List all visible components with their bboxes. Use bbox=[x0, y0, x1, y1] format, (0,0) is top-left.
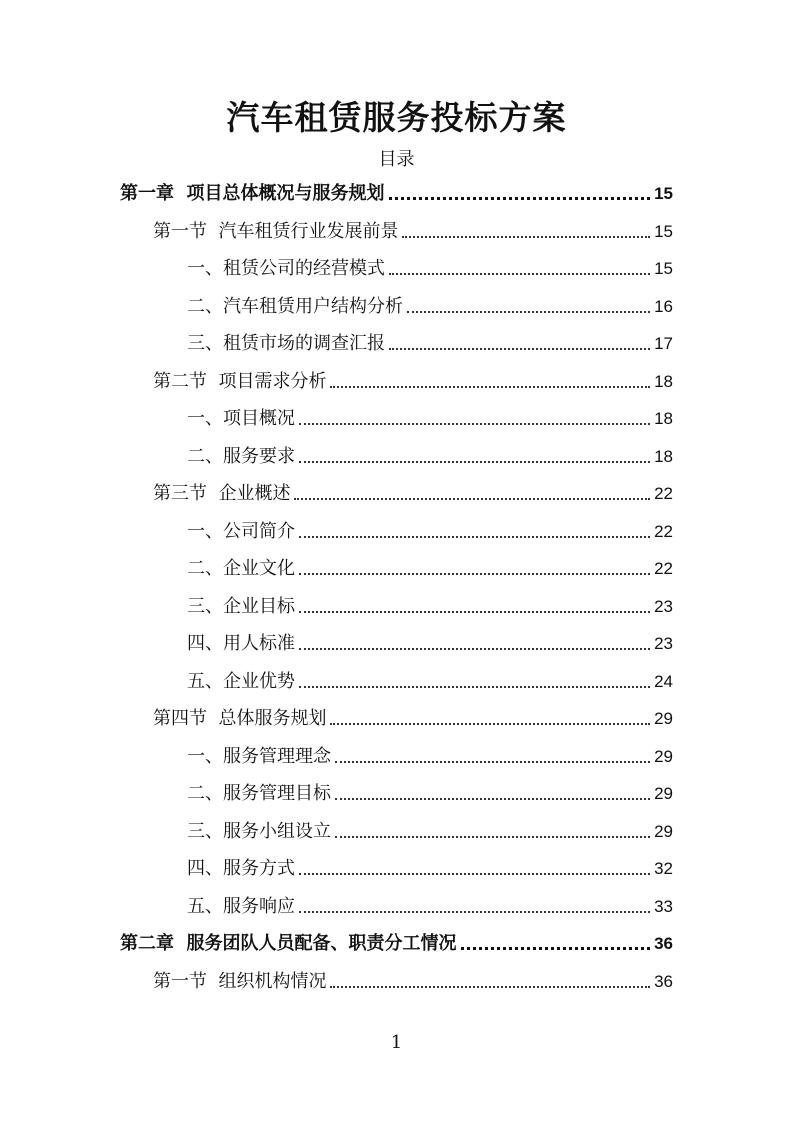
toc-entry-label: 三、服务小组设立 bbox=[187, 820, 331, 842]
toc-entry-item[interactable] bbox=[187, 251, 673, 281]
toc-entry-item[interactable] bbox=[187, 289, 673, 319]
toc-entry-page: 36 bbox=[654, 934, 673, 953]
document-title: 汽车租赁服务投标方案 bbox=[226, 98, 567, 137]
toc-entry-section[interactable] bbox=[153, 214, 673, 244]
toc-entry-label: 二、汽车租赁用户结构分析 bbox=[187, 295, 403, 317]
toc-entry-label: 第三节 企业概述 bbox=[153, 483, 291, 504]
toc-entry-page: 23 bbox=[654, 596, 673, 616]
toc-entry-item[interactable] bbox=[187, 401, 673, 431]
toc-entry-page: 18 bbox=[654, 409, 673, 428]
toc-leader-dots bbox=[335, 836, 650, 838]
toc-entry-chapter[interactable] bbox=[120, 926, 673, 956]
toc-entry-item[interactable] bbox=[187, 814, 673, 844]
toc-leader-dots bbox=[335, 798, 650, 800]
toc-leader-dots bbox=[299, 461, 650, 463]
toc-entry-page: 22 bbox=[654, 559, 673, 578]
toc-entry-label: 二、服务要求 bbox=[187, 445, 295, 467]
toc-entry-label: 第一章 项目总体概况与服务规划 bbox=[120, 183, 385, 204]
toc-entry-label: 第一节 组织机构情况 bbox=[153, 970, 327, 992]
toc-entry-section[interactable] bbox=[153, 476, 673, 506]
toc-entry-label: 第一节 汽车租赁行业发展前景 bbox=[153, 220, 399, 242]
toc-entry-item[interactable] bbox=[187, 626, 673, 656]
toc-entry-label: 第二节 项目需求分析 bbox=[153, 370, 327, 392]
toc-entry-item[interactable] bbox=[187, 664, 673, 694]
toc-entry-label: 五、企业优势 bbox=[187, 670, 295, 692]
toc-heading: 目录 bbox=[378, 149, 415, 170]
toc-entry-label: 三、企业目标 bbox=[187, 595, 295, 617]
toc-entry-page: 18 bbox=[654, 446, 673, 466]
toc-entry-item[interactable] bbox=[187, 551, 673, 581]
toc-entry-chapter[interactable] bbox=[120, 176, 673, 206]
toc-entry-section[interactable] bbox=[153, 964, 673, 994]
toc-entry-page: 24 bbox=[654, 671, 673, 691]
toc-entry-page: 18 bbox=[654, 371, 673, 391]
toc-leader-dots bbox=[299, 648, 650, 650]
toc-entry-page: 15 bbox=[654, 184, 673, 203]
toc-leader-dots bbox=[330, 386, 650, 388]
toc-entry-page: 29 bbox=[654, 709, 673, 728]
toc-entry-label: 第二章 服务团队人员配备、职责分工情况 bbox=[120, 933, 457, 954]
toc-entry-label: 四、服务方式 bbox=[187, 858, 295, 879]
toc-entry-item[interactable] bbox=[187, 889, 673, 919]
toc-entry-item[interactable] bbox=[187, 851, 673, 881]
toc-leader-dots bbox=[299, 423, 650, 425]
toc-leader-dots bbox=[299, 873, 650, 875]
toc-entry-label: 一、公司简介 bbox=[187, 520, 295, 542]
toc-leader-dots bbox=[389, 348, 650, 350]
toc-entry-page: 15 bbox=[654, 221, 673, 241]
toc-leader-dots bbox=[407, 311, 650, 313]
toc-leader-dots bbox=[294, 498, 650, 500]
toc-entry-page: 36 bbox=[654, 971, 673, 991]
toc-entry-item[interactable] bbox=[187, 739, 673, 769]
toc-entry-label: 一、租赁公司的经营模式 bbox=[187, 258, 385, 279]
toc-entry-page: 16 bbox=[654, 296, 673, 316]
toc-entry-page: 22 bbox=[654, 484, 673, 503]
page-number: 1 bbox=[390, 1032, 403, 1053]
toc-entry-item[interactable] bbox=[187, 776, 673, 806]
toc-leader-dots bbox=[299, 686, 650, 688]
toc-leader-dots bbox=[389, 273, 650, 275]
toc-entry-label: 第四节 总体服务规划 bbox=[153, 708, 327, 729]
toc-entry-page: 33 bbox=[654, 896, 673, 916]
toc-leader-dots bbox=[299, 911, 650, 913]
toc-leader-dots bbox=[330, 986, 650, 988]
toc-entry-item[interactable] bbox=[187, 589, 673, 619]
toc-entry-page: 32 bbox=[654, 859, 673, 878]
toc-entry-item[interactable] bbox=[187, 514, 673, 544]
toc-entry-label: 三、租赁市场的调查汇报 bbox=[187, 333, 385, 354]
toc-leader-dots bbox=[330, 723, 650, 725]
toc-entry-page: 22 bbox=[654, 521, 673, 541]
toc-leader-dots bbox=[335, 761, 650, 763]
toc-leader-dots bbox=[299, 536, 650, 538]
toc-leader-dots bbox=[299, 573, 650, 575]
toc-entry-page: 29 bbox=[654, 746, 673, 766]
toc-leader-dots bbox=[461, 947, 651, 950]
toc-entry-page: 29 bbox=[654, 821, 673, 841]
toc-leader-dots bbox=[402, 236, 650, 238]
toc-entry-page: 29 bbox=[654, 784, 673, 803]
toc-leader-dots bbox=[299, 611, 650, 613]
toc-entry-item[interactable] bbox=[187, 326, 673, 356]
toc-entry-page: 15 bbox=[654, 259, 673, 278]
toc-entry-label: 二、服务管理目标 bbox=[187, 783, 331, 804]
toc-entry-section[interactable] bbox=[153, 364, 673, 394]
toc-entry-label: 五、服务响应 bbox=[187, 895, 295, 917]
toc-entry-label: 一、服务管理理念 bbox=[187, 745, 331, 767]
toc-entry-page: 17 bbox=[654, 334, 673, 353]
toc-entry-label: 四、用人标准 bbox=[187, 633, 295, 654]
toc-entry-page: 23 bbox=[654, 634, 673, 653]
toc-entry-section[interactable] bbox=[153, 701, 673, 731]
toc-leader-dots bbox=[389, 197, 651, 200]
toc-entry-item[interactable] bbox=[187, 439, 673, 469]
toc-entry-label: 二、企业文化 bbox=[187, 558, 295, 579]
toc-entry-label: 一、项目概况 bbox=[187, 408, 295, 429]
